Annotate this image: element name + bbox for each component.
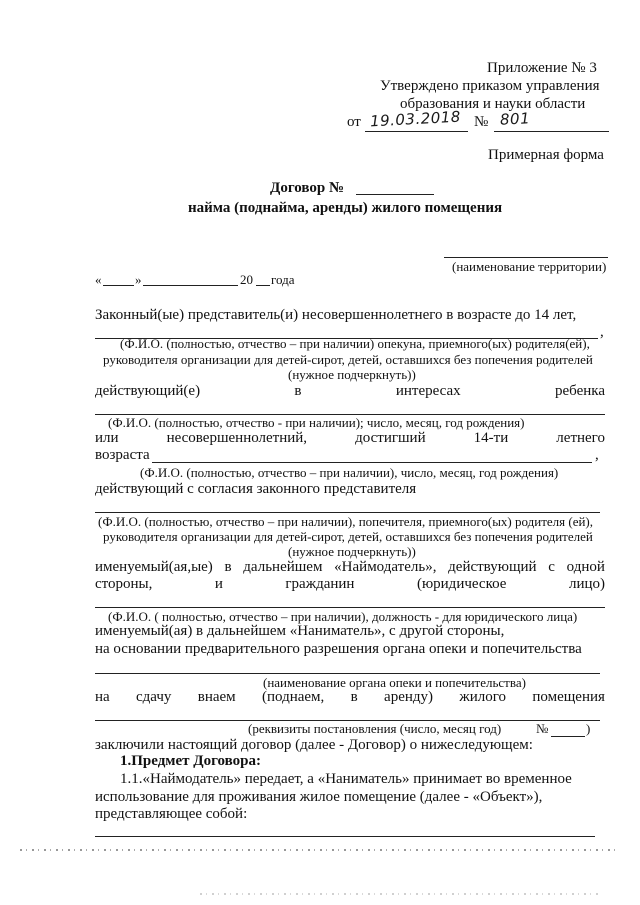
side-word-2: и [214, 576, 223, 592]
acting-word-2: в [294, 383, 302, 399]
resolution-caption: (реквизиты постановления (число, месяц год) [248, 721, 502, 736]
org-head-caption: руководителя организации для детей-сирот, детей, оставшихся без попечения родителей [103, 352, 593, 367]
or-word-5: летнего [556, 430, 605, 446]
side-line [95, 576, 605, 593]
landlord-word-3: дальнейшем [243, 559, 323, 575]
landlord-word-2: в [224, 559, 232, 575]
scan-noise-band [20, 849, 620, 851]
section-1-paragraph-line-3: представляющее собой: [95, 806, 248, 822]
contract-subtitle: найма (поднайма, аренды) жилого помещения [188, 200, 503, 216]
approved-line-1: Утверждено приказом управления [380, 78, 600, 94]
landlord-word-5: действующий [448, 559, 537, 575]
fio-guardian-caption: (Ф.И.О. (полностью, отчество – при наличии) опекуна, приемного(ых) родителя(ей), [120, 336, 590, 351]
landlord-word-6: с [548, 559, 555, 575]
date-underline [365, 131, 468, 132]
landlord-word-7: одной [566, 559, 605, 575]
approved-line-2: образования и науки области [400, 96, 586, 112]
tenant-line: именуемый(ая) в дальнейшем «Наниматель», с другой стороны, [95, 623, 505, 639]
date-quote-close: » [135, 272, 142, 287]
sample-form-label: Примерная форма [488, 147, 604, 163]
handwritten-order-number: 801 [499, 109, 531, 129]
guardian-body-caption: (наименование органа опеки и попечительства) [263, 675, 526, 690]
scan-noise-bottom [200, 893, 600, 895]
age-word: возраста [95, 447, 150, 463]
fio-position-caption: (Ф.И.О. ( полностью, отчество – при наличии), должность - для юридического лица) [108, 609, 578, 624]
date-quote-open: « [95, 272, 102, 287]
object-underline [95, 836, 595, 837]
consent-line: действующий с согласия законного представителя [95, 481, 417, 497]
fio-child-caption: (Ф.И.О. (полностью, отчество - при наличии); число, месяц, год рождения) [108, 415, 525, 430]
or-word-3: достигший [355, 430, 426, 446]
basis-line: на основании предварительного разрешения органа опеки и попечительства [95, 641, 582, 657]
side-word-1: стороны, [95, 576, 153, 592]
rent-word-7: жилого [459, 689, 507, 705]
trustee-underline [95, 512, 600, 513]
rent-word-6: аренду) [384, 689, 434, 705]
order-number-underline [494, 131, 609, 132]
section-1-heading: 1.Предмет Договора: [120, 753, 262, 769]
concluded-line: заключили настоящий договор (далее - Договор) о нижеследующем: [95, 737, 533, 753]
or-word-4: 14-ти [473, 430, 509, 446]
handwritten-date: 19.03.2018 [369, 107, 462, 131]
resolution-number-label: № [536, 721, 549, 736]
rent-word-2: сдачу [136, 689, 172, 705]
guardian-comma: , [600, 324, 604, 340]
rent-word-4: (поднаем, [261, 689, 325, 705]
org-head-caption-2: руководителя организации для детей-сирот, детей, оставшихся без попечения родителей [103, 529, 593, 544]
acting-word-1: действующий(е) [95, 383, 201, 399]
citizen-underline [95, 607, 605, 608]
fio-trustee-caption: (Ф.И.О. (полностью, отчество – при наличии), попечителя, приемного(ых) родителя (ей), [98, 514, 594, 529]
minor-underline [152, 462, 592, 463]
year-suffix: года [271, 272, 295, 287]
contract-title: Договор № [270, 180, 345, 196]
acting-line [95, 383, 605, 400]
rent-word-3: внаем [197, 689, 236, 705]
rent-line [95, 689, 605, 706]
rent-word-8: помещения [532, 689, 605, 705]
side-word-3: гражданин [285, 576, 355, 592]
guardian-body-underline [95, 673, 600, 674]
day-underline [103, 285, 134, 286]
section-1-paragraph-line-1: 1.1.«Наймодатель» передает, а «Наниматель» принимает во временное [120, 771, 572, 787]
or-word-2: несовершеннолетний, [166, 430, 308, 446]
landlord-word-4: «Наймодатель», [334, 559, 437, 575]
territory-underline [444, 257, 608, 258]
appendix-number: Приложение № 3 [487, 60, 597, 76]
fio-minor-caption: (Ф.И.О. (полностью, отчество – при наличии), число, месяц, год рождения) [140, 465, 559, 480]
territory-caption: (наименование территории) [452, 259, 607, 274]
resolution-close: ) [586, 721, 591, 736]
year-prefix: 20 [240, 272, 253, 287]
underline-note: (нужное подчеркнуть)) [288, 367, 416, 382]
contract-number-underline [356, 194, 434, 195]
side-word-4: (юридическое [416, 576, 507, 592]
acting-word-4: ребенка [555, 383, 605, 399]
side-word-5: лицо) [568, 576, 605, 592]
acting-word-3: интересах [395, 383, 461, 399]
rent-word-5: в [350, 689, 358, 705]
section-1-paragraph-line-2: использование для проживания жилое помещение (далее - «Объект»), [95, 789, 543, 805]
year-underline [256, 285, 270, 286]
rent-word-1: на [95, 689, 110, 705]
minor-comma: , [595, 447, 599, 463]
month-underline [143, 285, 238, 286]
or-word-1: или [95, 430, 119, 446]
date-from-label: от [347, 114, 361, 130]
underline-note-2: (нужное подчеркнуть)) [288, 544, 416, 559]
order-number-label: № [474, 114, 489, 130]
legal-rep-line: Законный(ые) представитель(и) несовершеннолетнего в возрасте до 14 лет, [95, 307, 577, 323]
or-minor-line [95, 430, 605, 447]
resolution-number-underline [551, 736, 585, 737]
landlord-word-1: именуемый(ая,ые) [95, 559, 213, 575]
landlord-line [95, 559, 605, 576]
